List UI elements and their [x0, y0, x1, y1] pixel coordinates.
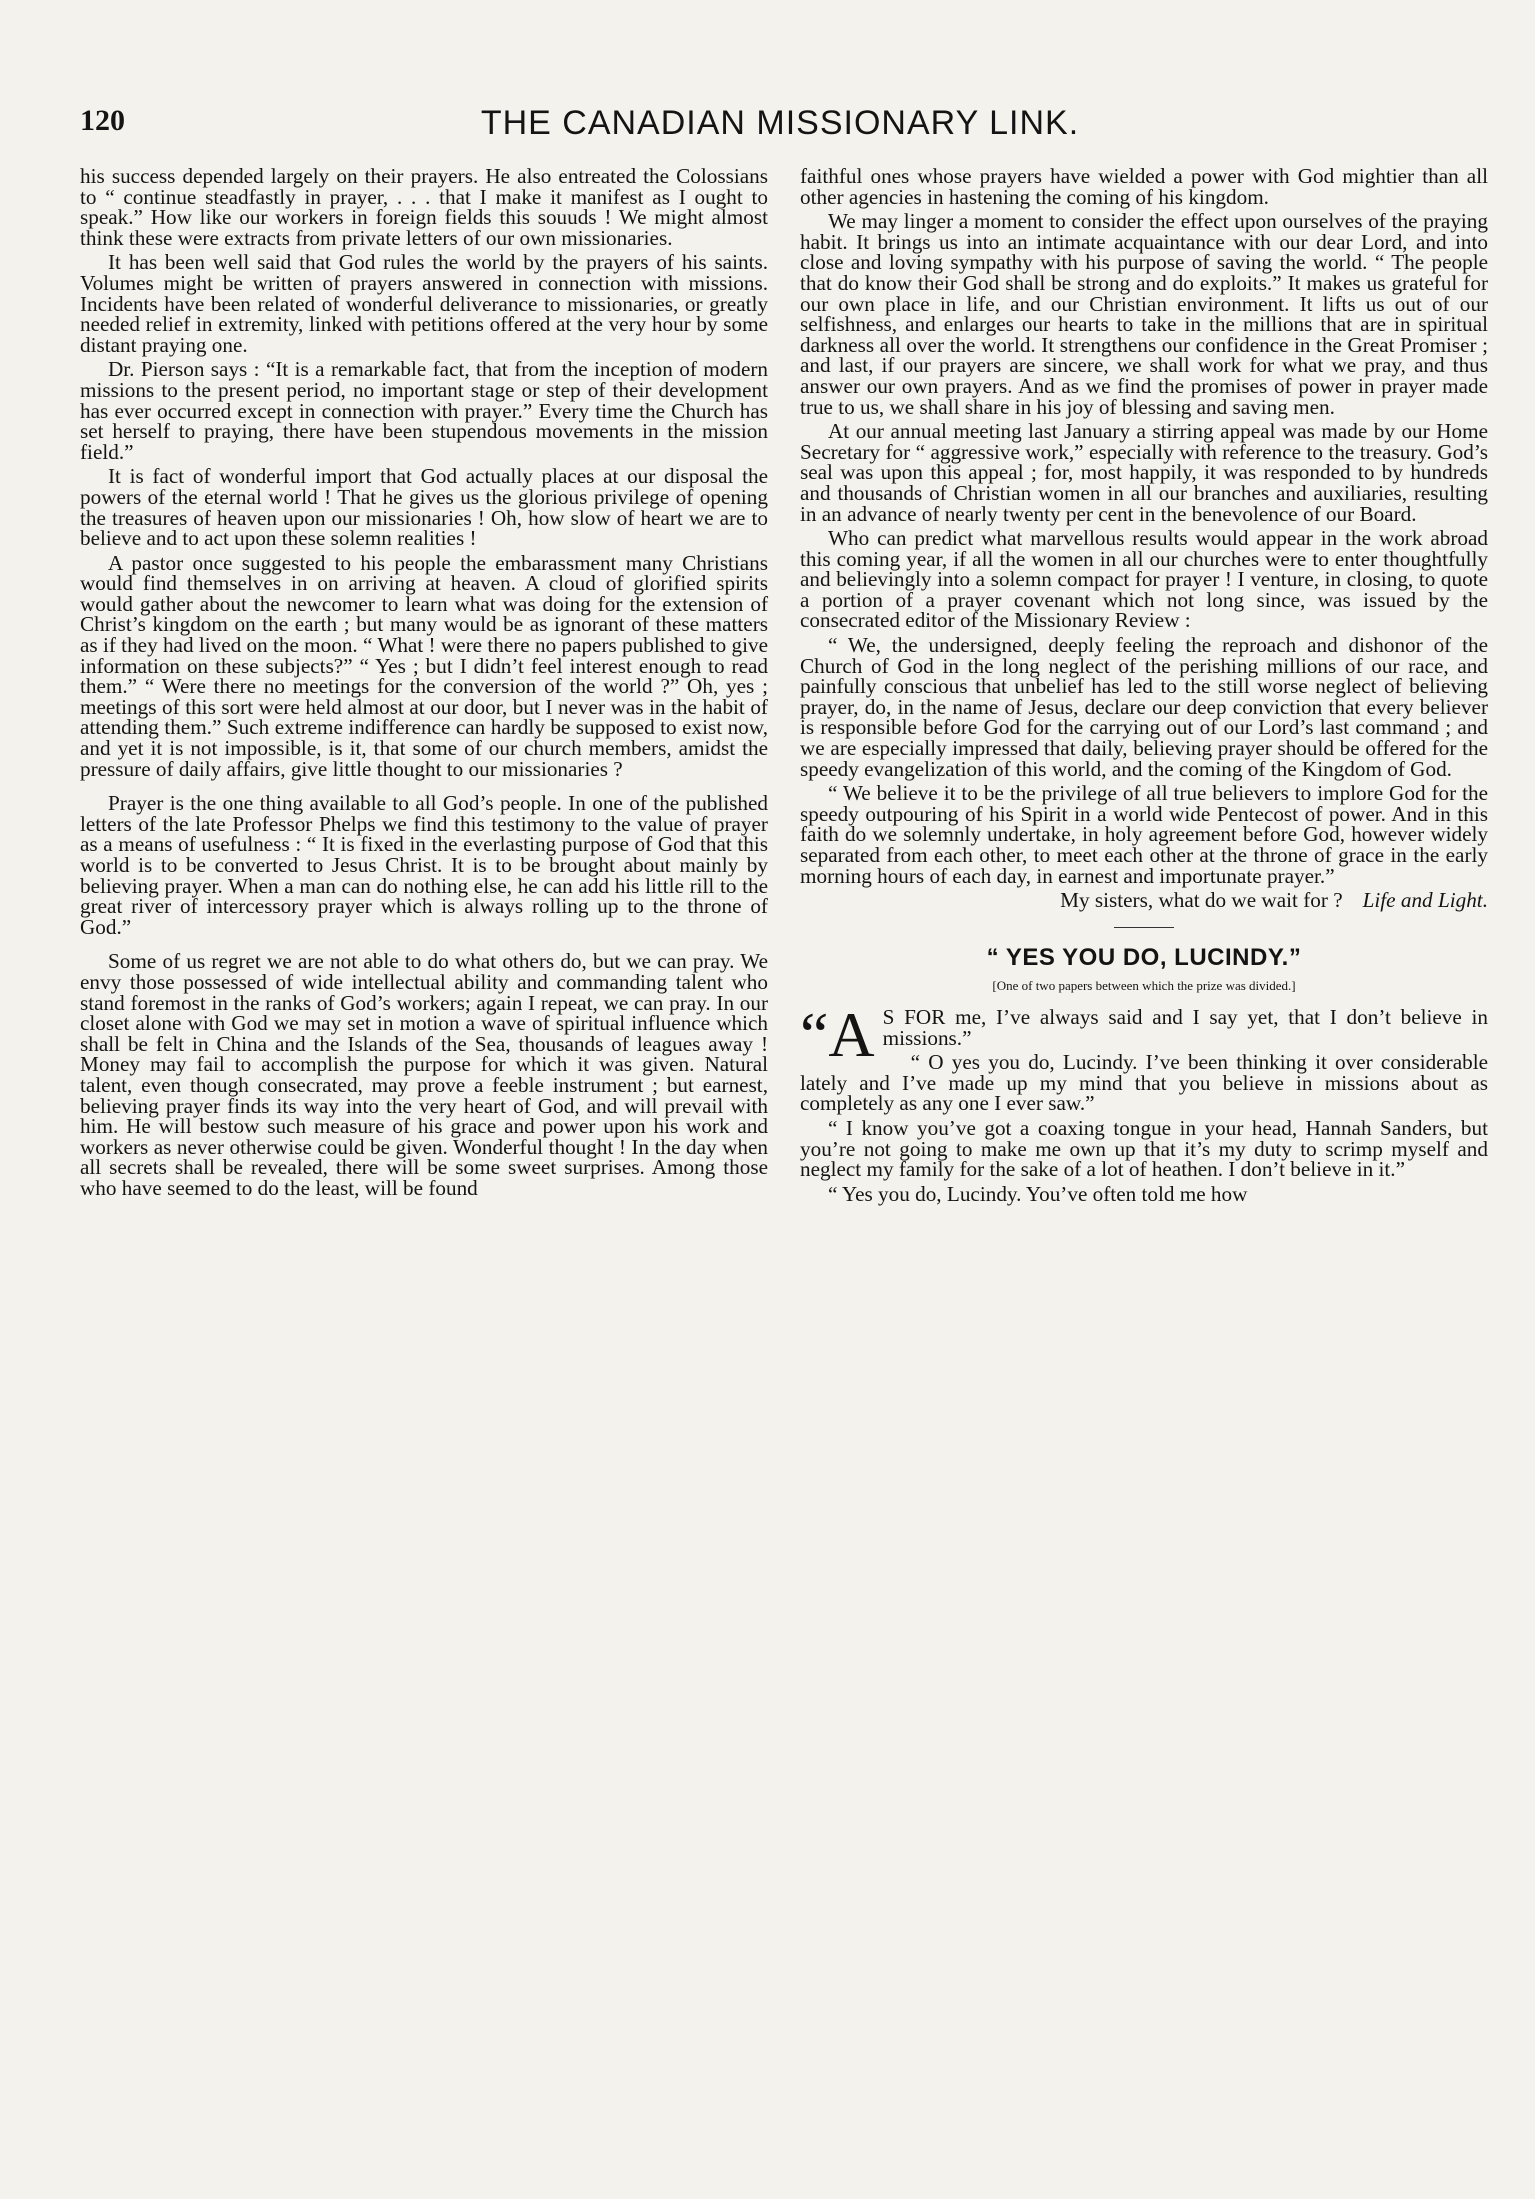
- paragraph: It has been well said that God rules the world by the prayers of his saints. Volumes might be written of prayers answered in connection with missions. Incidents have been related of wonderful deliverance to missionaries, or greatly needed relief in extremity, linked with petitions offered at the very hour by some distant praying one.: [80, 250, 768, 357]
- paragraph: “ We, the undersigned, deeply feeling the reproach and dishonor of the Church of God in the long neglect of the perishing millions of our race, and painfully conscious that unbelief has led to the still worse neglect of believing prayer, do, in the name of Jesus, declare our deep conviction that every believer is responsible before God for the carrying out of our Lord’s last command ; and we are especially impressed that daily, believing prayer should be offered for the speedy evangelization of this world, and the coming of the Kingdom of God.: [800, 633, 1488, 781]
- paragraph: “ Yes you do, Lucindy. You’ve often told me how: [828, 1181, 1248, 1206]
- paragraph: [800, 998, 1488, 1070]
- paragraph: Prayer is the one thing available to all God’s people. In one of the published letters of the late Professor Phelps we find this testimony to the value of prayer as a means of usefulness : “ It is fixed in the everlasting purpose of God that this world is to be converted to Jesus Christ. It is to be brought about mainly by believing prayer. When a man can do nothing else, he can add his little rill to the great river of intercessory prayer which is always rolling up to the throne of God.”: [80, 791, 768, 939]
- signoff-text: My sisters, what do we wait for ?: [1060, 888, 1343, 913]
- left-column: [80, 166, 768, 1203]
- paragraph: Dr. Pierson says : “It is a remarkable fact, that from the inception of modern missions to the present period, no important stage or step of their development has ever occurred except in connection with prayer.” Every time the Church has set herself to praying, there have been stupendous movements in the mission field.”: [80, 357, 768, 464]
- paragraph: “ O yes you do, Lucindy. I’ve been thinking it over considerable lately and I’ve made up my mind that you believe in missions about as completely as any one I ever saw.”: [800, 1050, 1488, 1116]
- article-title: “ YES YOU DO, LUCINDY.”: [986, 943, 1302, 971]
- article-note: [One of two papers between which the prize was divided.]: [992, 978, 1296, 994]
- paragraph: Who can predict what marvellous results would appear in the work abroad this coming year, if all the women in all our churches were to enter thoughtfully and believingly into a solemn compact for prayer ! I venture, in closing, to quote a portion of a prayer covenant which not long since, was issued by the consecrated editor of the Missionary Review :: [800, 526, 1488, 633]
- signoff-source: Life and Light.: [1362, 888, 1488, 913]
- paragraph: At our annual meeting last January a stirring appeal was made by our Home Secretary for “ aggressive work,” especially with reference to the treasury. God’s seal was upon this appeal ; for, most happily, it was responded to by hundreds and thousands of Christian women in all our branches and auxiliaries, resulting in an advance of nearly twenty per cent in the benevolence of our Board.: [800, 419, 1488, 526]
- section-divider: [1114, 927, 1174, 928]
- drop-cap: “A: [800, 998, 875, 1070]
- paragraph-text: S FOR me, I’ve always said and I say yet, that I don’t believe in missions.”: [882, 1004, 1488, 1050]
- paragraph: It is fact of wonderful import that God actually places at our disposal the powers of the eternal world ! That he gives us the glorious privilege of opening the treasures of heaven upon our missionaries ! Oh, how slow of heart we are to believe and to act upon these solemn realities !: [80, 464, 768, 551]
- page-number: 120: [80, 104, 125, 137]
- page-header: [80, 100, 1480, 152]
- paragraph: his success depended largely on their prayers. He also entreated the Colossians to “ continue steadfastly in prayer, . . . that I make it manifest as I ought to speak.” How like our workers in foreign fields this souuds ! We might almost think these were extracts from private letters of our own missionaries.: [80, 164, 768, 250]
- paragraph: faithful ones whose prayers have wielded a power with God mightier than all other agencies in hastening the coming of his kingdom.: [800, 164, 1488, 209]
- paragraph: A pastor once suggested to his people the embarassment many Christians would find themselves in on arriving at heaven. A cloud of glorified spirits would gather about the newcomer to learn what was doing for the extension of Christ’s kingdom on the earth ; but many would be as ignorant of these matters as if they had lived on the moon. “ What ! were there no papers published to give information on these subjects?” “ Yes ; but I didn’t feel interest enough to read them.” “ Were there no meetings for the conversion of the world ?” Oh, yes ; meetings of this sort were held almost at our door, but I never was in the habit of attending them.” Such extreme indifference can hardly be supposed to exist now, and yet it is not impossible, is it, that some of our church members, amidst the pressure of daily affairs, give little thought to our missionaries ?: [80, 550, 769, 781]
- paragraph: Some of us regret we are not able to do what others do, but we can pray. We envy those possessed of wide intellectual ability and commanding talent who stand foremost in the ranks of God’s workers; again I repeat, we can pray. In our closet alone with God we may set in motion a wave of spiritual influence which shall be felt in China and the Islands of the Sea, thousands of leagues away ! Money may fail to accomplish the purpose for which it was given. Natural talent, even though consecrated, may prove a feeble instrument ; but earnest, believing prayer finds its way into the very heart of God, and will prevail with him. He will bestow such measure of his grace and power upon his work and workers as never otherwise could be given. Wonderful thought ! In the day when all secrets shall be revealed, there will be some sweet surprises. Among those who have seemed to do the least, will be found: [80, 949, 768, 1200]
- running-title: THE CANADIAN MISSIONARY LINK.: [480, 104, 1080, 142]
- paragraph: We may linger a moment to consider the effect upon ourselves of the praying habit. It brings us into an intimate acquaintance with our dear Lord, and into close and loving sympathy with his purpose of saving the world. “ The people that do know their God shall be strong and do exploits.” It makes us grateful for our own place in life, and our Christian environment. It lifts us out of our selfishness, and enlarges our hearts to take in the millions that are in spiritual darkness all over the world. It strengthens our confidence in the Great Promiser ; and last, if our prayers are sincere, we shall work for what we pray, and thus answer our own prayers. And as we find the promises of power in prayer made true to us, we shall share in his joy of blessing and saving men.: [800, 209, 1488, 419]
- paragraph: “ I know you’ve got a coaxing tongue in your head, Hannah Sanders, but you’re not going to make me own up that it’s my duty to scrimp myself and neglect my family for the sake of a lot of heathen. I don’t believe in it.”: [800, 1115, 1488, 1182]
- paragraph: “ We believe it to be the privilege of all true believers to implore God for the speedy outpouring of his Spirit in a world wide Pentecost of power. And in this faith do we solemnly undertake, in holy agreement before God, however widely separated from each other, to meet each other at the throne of grace in the early morning hours of each day, in earnest and importunate prayer.”: [800, 781, 1488, 888]
- signoff: [800, 890, 1488, 911]
- right-column: [800, 166, 1488, 1208]
